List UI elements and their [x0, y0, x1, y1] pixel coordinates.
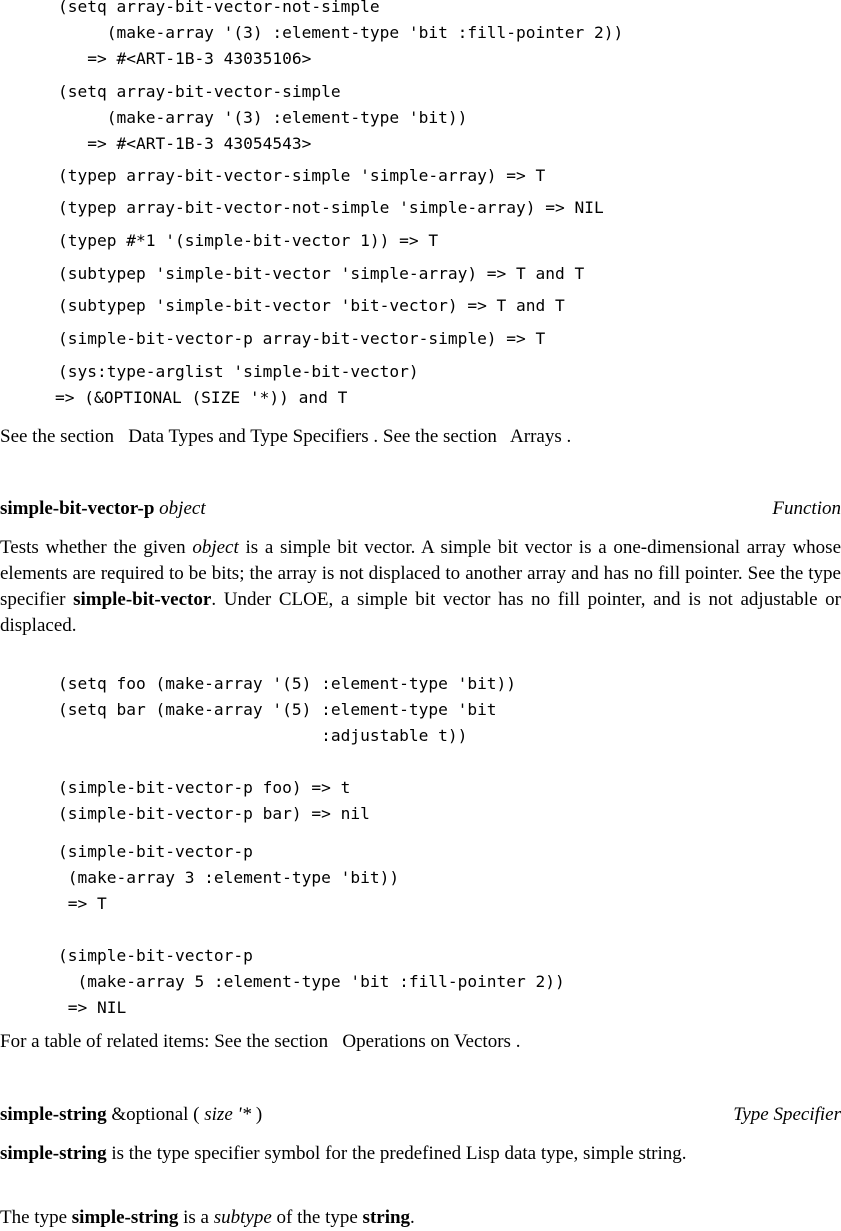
entry-kind: Function: [772, 498, 841, 519]
entry-description: Tests whether the given object is a simple bit vector. A simple bit vector is a one-dimensional array whose elements are required to be bits; the array is not displaced to another array and has no fill pointer. See the type specifier simple-bit-vector. Under CLOE, a simple bit vector has no fill pointer, and is not adjustable or displaced.: [0, 537, 841, 636]
code-line: (make-array 3 :element-type 'bit)): [58, 868, 400, 887]
type-ref: string: [362, 1207, 411, 1228]
entry-header: simple-string &optional ( size '* ) Type Specifier: [0, 1102, 841, 1128]
code-line: => NIL: [58, 998, 127, 1017]
entry-name: simple-string: [0, 1104, 107, 1125]
entry-name: simple-bit-vector-p: [0, 498, 155, 519]
section-link-arrays[interactable]: Arrays: [510, 426, 562, 447]
code-line: => (&OPTIONAL (SIZE '*)) and T: [55, 388, 348, 407]
section-link-data-types[interactable]: Data Types and Type Specifiers: [128, 426, 369, 447]
code-line: => T: [58, 894, 107, 913]
code-line: (subtypep 'simple-bit-vector 'bit-vector) => T and T: [58, 296, 565, 315]
entry-header: [0, 496, 841, 522]
code-line: (simple-bit-vector-p bar) => nil: [58, 804, 370, 823]
code-line: (simple-bit-vector-p foo) => t: [58, 778, 351, 797]
code-line: (simple-bit-vector-p: [58, 842, 253, 861]
code-line: (setq array-bit-vector-simple: [58, 82, 341, 101]
entry-kind: Type Specifier: [733, 1104, 841, 1125]
code-line: (make-array '(3) :element-type 'bit)): [58, 108, 468, 127]
see-also-line: For a table of related items: See the section Operations on Vectors .: [0, 1031, 521, 1052]
see-also-line: See the section Data Types and Type Specifiers . See the section Arrays .: [0, 426, 572, 447]
code-line: (sys:type-arglist 'simple-bit-vector): [58, 362, 419, 381]
code-line: (subtypep 'simple-bit-vector 'simple-array) => T and T: [58, 264, 585, 283]
code-line: (make-array 5 :element-type 'bit :fill-pointer 2)): [58, 972, 565, 991]
code-line: (setq array-bit-vector-not-simple: [58, 0, 380, 16]
code-line: (simple-bit-vector-p array-bit-vector-simple) => T: [58, 329, 546, 348]
entry-args: object: [159, 498, 206, 519]
code-line: (setq bar (make-array '(5) :element-type 'bit: [58, 700, 497, 719]
entry-description: The type simple-string is a subtype of the type string.: [0, 1207, 415, 1228]
code-line: (typep #*1 '(simple-bit-vector 1)) => T: [58, 231, 439, 250]
type-specifier-ref: simple-bit-vector: [73, 589, 212, 610]
code-line: (typep array-bit-vector-not-simple 'simple-array) => NIL: [58, 198, 604, 217]
code-line: => #<ART-1B-3 43054543>: [58, 134, 312, 153]
section-link-operations-on-vectors[interactable]: Operations on Vectors: [342, 1031, 511, 1052]
code-line: (setq foo (make-array '(5) :element-type 'bit)): [58, 674, 517, 693]
code-line: => #<ART-1B-3 43035106>: [58, 49, 312, 68]
code-line: (typep array-bit-vector-simple 'simple-array) => T: [58, 166, 546, 185]
code-line: (make-array '(3) :element-type 'bit :fill-pointer 2)): [58, 23, 624, 42]
code-line: (simple-bit-vector-p: [58, 946, 253, 965]
code-line: :adjustable t)): [58, 726, 468, 745]
entry-description: simple-string is the type specifier symbol for the predefined Lisp data type, simple string.: [0, 1143, 687, 1164]
